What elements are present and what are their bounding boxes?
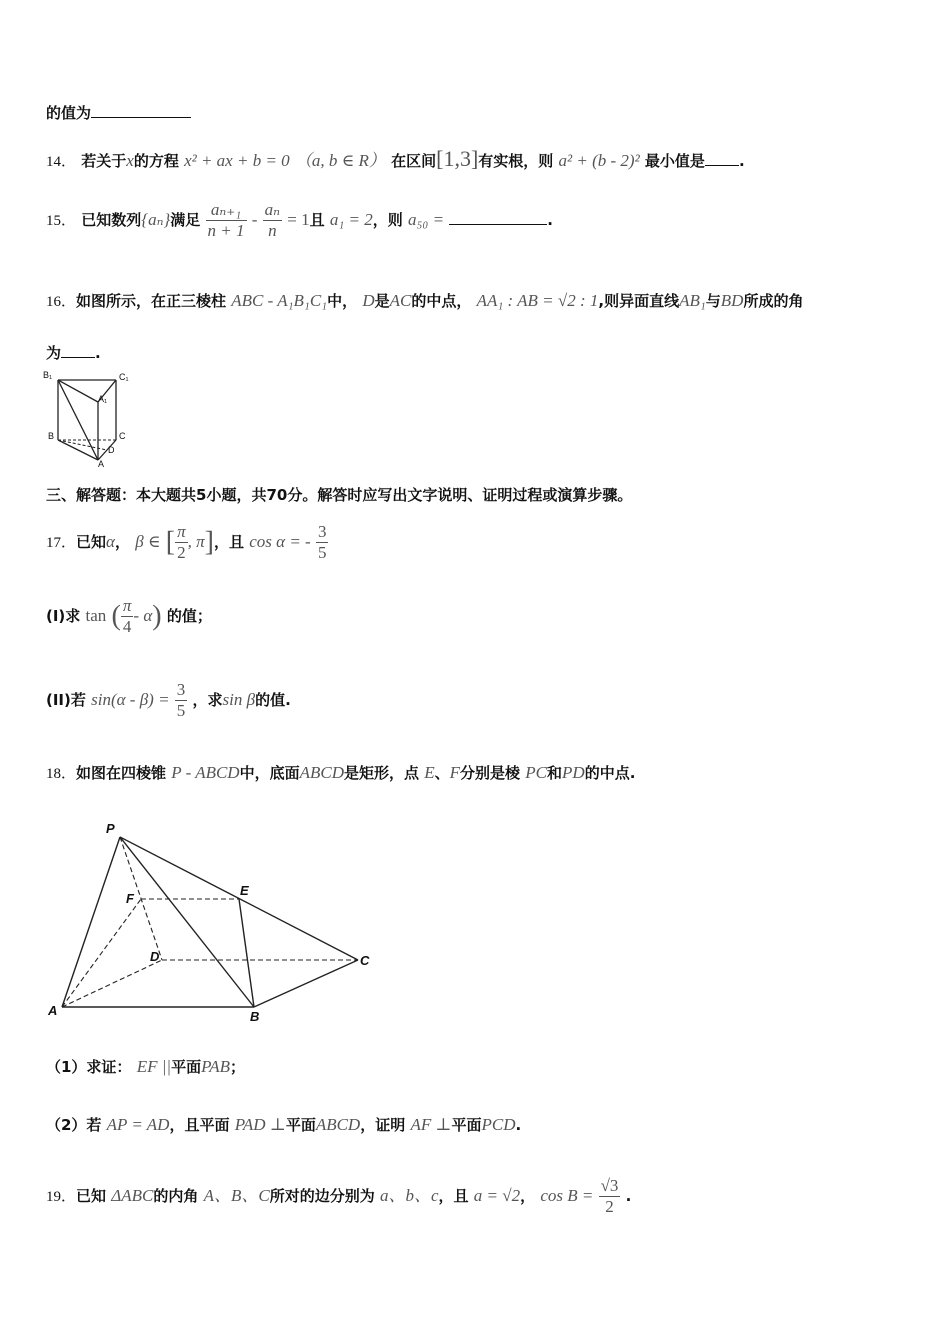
edge-pa — [62, 837, 120, 1007]
prism-figure — [40, 368, 140, 468]
label-a: A — [48, 1003, 58, 1018]
edge-ba — [58, 440, 98, 460]
segment-ab1 — [58, 380, 98, 460]
equation: x² + ax + b = 0 — [184, 151, 290, 170]
edge-bc — [254, 960, 358, 1007]
fraction: $\frac{3}{5}$ — [176, 680, 186, 720]
fraction: $\frac{3}{5}$ — [317, 522, 327, 562]
question-19: 19．已知 ΔABC的内角 A、B、C所对的边分别为 a、b、c，且 a = √2， cos B = $\frac{√3}{2}$ . — [46, 1176, 632, 1216]
question-17: 17．已知α， β ∈ [ $\frac{\pi}{2}$ , π]，且 cos α = - $\frac{3}{5}$ — [46, 522, 327, 562]
fraction: $\frac{\text{aₙ₊₁}}{n + 1}$ — [207, 200, 245, 240]
label-d: D — [150, 949, 160, 964]
label-f: F — [126, 891, 134, 906]
question-16-cont: 为 . — [46, 344, 101, 362]
label-b: B — [250, 1009, 260, 1024]
label-b1: B₁ — [43, 370, 53, 380]
question-18: 18．如图在四棱锥 P - ABCD中，底面ABCD是矩形，点 E、F分别是棱 PC和PD的中点. — [46, 763, 636, 782]
edge-ad-hidden — [62, 960, 162, 1007]
answer-blank — [449, 210, 547, 225]
segment-af — [62, 899, 141, 1007]
label-p: P — [106, 821, 115, 836]
label-c1: C₁ — [119, 372, 129, 382]
question-18-part2: （2）若 AP = AD，且平面 PAD ⊥平面ABCD，证明 AF ⊥平面PCD. — [46, 1115, 522, 1134]
question-18-part1: （1）求证： EF ||平面PAB； — [46, 1057, 246, 1076]
answer-blank — [705, 151, 739, 166]
label-a: A — [98, 459, 105, 468]
question-15: 15． 已知数列{aₙ}满足 $\frac{\text{aₙ₊₁}}{n + 1}$ - $\frac{\text{aₙ}}{n}$ = 1且 a₁ = 2，则 a₅₀ = . — [46, 200, 553, 240]
question-17-part1: (I)求 tan ( $\frac{\pi}{4}$ - α) 的值； — [46, 596, 212, 636]
fraction: $\frac{\pi}{2}$ — [177, 522, 186, 562]
segment-bd — [58, 440, 107, 450]
answer-blank — [61, 343, 95, 358]
label-c: C — [360, 953, 370, 968]
section-heading: 三、解答题：本大题共5小题，共70分。解答时应写出文字说明、证明过程或演算步骤。 — [46, 486, 633, 504]
fraction: $\frac{√3}{2}$ — [600, 1176, 619, 1216]
question-16: 16．如图所示，在正三棱柱 ABC - A₁B₁C₁中， D是AC的中点， AA₁ : AB = √2 : 1,则异面直线AB₁与BD所成的角 — [46, 291, 804, 310]
answer-blank — [91, 103, 191, 118]
label-b: B — [48, 431, 55, 441]
pyramid-figure — [40, 815, 380, 1030]
question-17-part2: (II)若 sin(α - β) = $\frac{3}{5}$ ，求sin β的值. — [46, 680, 291, 720]
label-c: C — [119, 431, 126, 441]
fraction: $\frac{\pi}{4}$ — [122, 596, 132, 636]
fraction: $\frac{\text{aₙ}}{n}$ — [264, 200, 281, 240]
label-d: D — [108, 445, 115, 455]
label-a1: A₁ — [98, 394, 108, 404]
edge-pb — [120, 837, 254, 1007]
label-e: E — [240, 883, 249, 898]
question-14: 14． 若关于x的方程 x² + ax + b = 0 （a, b ∈ R） 在区间[1,3]有实根，则 a² + (b - 2)² 最小值是 . — [46, 146, 745, 171]
q13-tail: 的值为 — [46, 102, 191, 123]
